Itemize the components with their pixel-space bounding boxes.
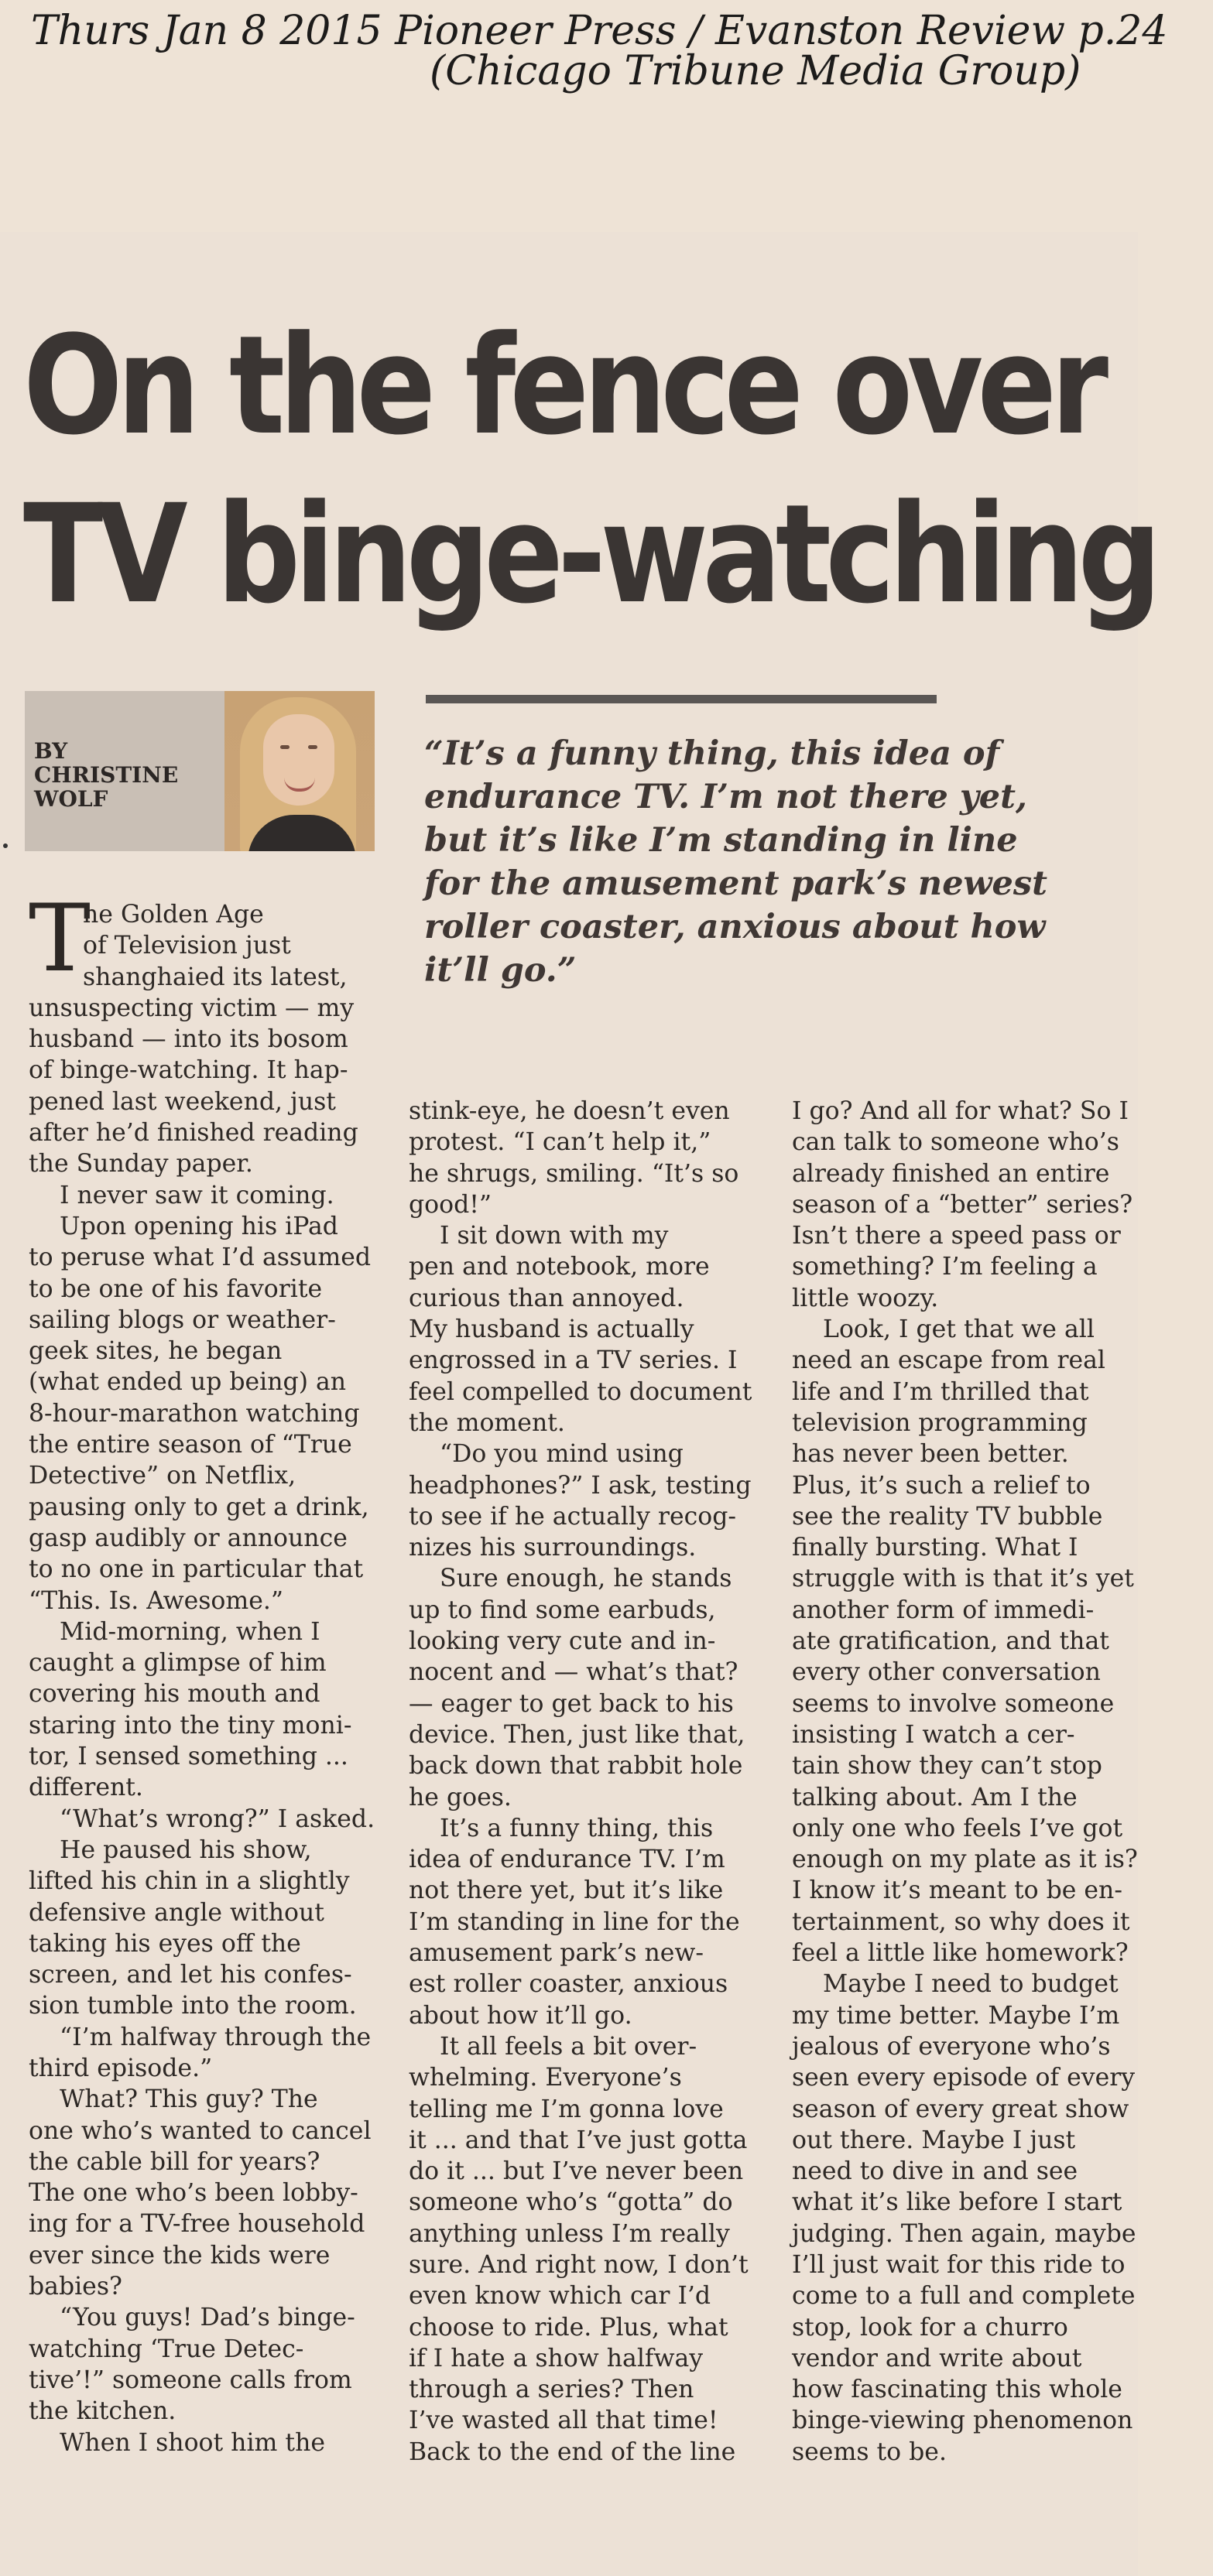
text-line: I sit down with my [409, 1222, 669, 1250]
text-line: gasp audibly or announce [29, 1524, 348, 1552]
text-line: endurance TV. I’m not there yet, [424, 778, 1027, 816]
text-line: he Golden Age [83, 901, 264, 929]
text-line: husband — into its bosom [29, 1025, 348, 1054]
text-line: The one who’s been lobby- [29, 2179, 358, 2208]
text-line: “This. Is. Awesome.” [29, 1586, 283, 1615]
text-line: for the amusement park’s newest [424, 864, 1047, 903]
text-line: staring into the tiny moni- [29, 1711, 352, 1740]
byline-first-name: CHRISTINE [34, 762, 179, 788]
text-line: through a series? Then [409, 2376, 694, 2404]
text-line: ing for a TV-free household [29, 2210, 365, 2239]
text-line: “It’s a funny thing, this idea of [424, 734, 1000, 773]
text-line: It’s a funny thing, this [409, 1814, 714, 1842]
text-line: watching ‘True Detec- [29, 2335, 304, 2363]
text-line: another form of immedi- [792, 1596, 1095, 1624]
text-line: to be one of his favorite [29, 1274, 323, 1303]
text-line: finally bursting. What I [792, 1534, 1078, 1562]
text-line: season of a “better” series? [792, 1190, 1133, 1219]
text-line: 8-hour-marathon watching [29, 1399, 360, 1428]
text-line: it’ll go.” [424, 951, 577, 990]
text-line: insisting I watch a cer- [792, 1720, 1075, 1749]
text-line: judging. Then again, maybe [792, 2219, 1136, 2248]
handwritten-date-source: Thurs Jan 8 2015 Pioneer Press / Evanston Review p.24 [31, 8, 1168, 54]
text-line: to peruse what I’d assumed [29, 1244, 372, 1272]
text-line: the entire season of “True [29, 1431, 352, 1459]
text-line: come to a full and complete [792, 2282, 1136, 2311]
byline-text [34, 739, 178, 811]
text-line: of binge-watching. It hap- [29, 1056, 348, 1085]
text-line: I’ve wasted all that time! [409, 2407, 718, 2435]
text-line: Sure enough, he stands [409, 1565, 732, 1593]
text-line: feel a little like homework? [792, 1939, 1129, 1968]
text-line: good!” [409, 1190, 492, 1219]
text-line: vendor and write about [792, 2344, 1082, 2372]
text-line: est roller coaster, anxious [409, 1970, 728, 1999]
text-line: even know which car I’d [409, 2282, 711, 2311]
byline-last-name: WOLF [34, 786, 108, 812]
text-line: pausing only to get a drink, [29, 1493, 369, 1521]
text-line: ever since the kids were [29, 2241, 331, 2270]
text-line: the Sunday paper. [29, 1150, 253, 1179]
text-line: geek sites, he began [29, 1337, 283, 1366]
text-line: idea of endurance TV. I’m [409, 1846, 725, 1874]
text-line: different. [29, 1774, 143, 1802]
article-column-3 [792, 1096, 1140, 2468]
text-line: “You guys! Dad’s binge- [29, 2304, 355, 2332]
text-line: one who’s wanted to cancel [29, 2116, 372, 2145]
text-line: the cable bill for years? [29, 2147, 320, 2176]
text-line: to see if he actually recog- [409, 1502, 737, 1531]
text-line: to no one in particular that [29, 1555, 364, 1584]
text-line: I know it’s meant to be en- [792, 1876, 1122, 1905]
text-line: nizes his surroundings. [409, 1534, 697, 1562]
text-line: has never been better. [792, 1440, 1069, 1469]
text-line: see the reality TV bubble [792, 1502, 1103, 1531]
text-line: device. Then, just like that, [409, 1720, 745, 1749]
text-line: caught a glimpse of him [29, 1649, 327, 1678]
text-line: he shrugs, smiling. “It’s so [409, 1159, 739, 1188]
text-line: something? I’m feeling a [792, 1253, 1098, 1281]
byline-by: BY [34, 738, 68, 764]
text-line: I never saw it coming. [29, 1181, 334, 1209]
text-line: When I shoot him the [29, 2428, 325, 2457]
pullquote [424, 732, 1105, 992]
text-line: I’ll just wait for this ride to [792, 2250, 1126, 2279]
text-line: lifted his chin in a slightly [29, 1867, 350, 1896]
text-line: not there yet, but it’s like [409, 1876, 724, 1905]
text-line: tor, I sensed something ... [29, 1743, 348, 1771]
text-line: enough on my plate as it is? [792, 1846, 1138, 1874]
text-line: It all feels a bit over- [409, 2032, 697, 2061]
text-line: up to find some earbuds, [409, 1596, 716, 1624]
print-speck [3, 843, 8, 848]
text-line: My husband is actually [409, 1315, 694, 1344]
text-line: — eager to get back to his [409, 1689, 734, 1718]
text-line: looking very cute and in- [409, 1627, 716, 1656]
text-line: Maybe I need to budget [792, 1970, 1119, 1999]
text-line: whelming. Everyone’s [409, 2064, 682, 2092]
text-line: shanghaied its latest, [83, 963, 348, 991]
text-line: headphones?” I ask, testing [409, 1471, 752, 1500]
text-line: nocent and — what’s that? [409, 1658, 738, 1687]
text-line: He paused his show, [29, 1835, 312, 1864]
text-line: tertainment, so why does it [792, 1907, 1130, 1936]
text-line: tive’!” someone calls from [29, 2366, 352, 2394]
text-line: every other conversation [792, 1658, 1101, 1687]
text-line: Isn’t there a speed pass or [792, 1222, 1121, 1250]
author-photo [224, 691, 375, 851]
text-line: taking his eyes off the [29, 1929, 301, 1958]
text-line: (what ended up being) an [29, 1368, 347, 1397]
text-line: sion tumble into the room. [29, 1992, 357, 2020]
text-line: Mid-morning, when I [29, 1617, 320, 1646]
text-line: if I hate a show halfway [409, 2344, 704, 2372]
handwritten-publisher: (Chicago Tribune Media Group) [430, 48, 1081, 94]
text-line: seems to involve someone [792, 1689, 1115, 1718]
text-line: season of every great show [792, 2095, 1129, 2123]
text-line: I’m standing in line for the [409, 1907, 740, 1936]
text-line: seems to be. [792, 2437, 947, 2466]
text-line: engrossed in a TV series. I [409, 1346, 738, 1375]
text-line: sailing blogs or weather- [29, 1305, 336, 1334]
text-line: of Television just [83, 932, 291, 960]
text-line: “I’m halfway through the [29, 2023, 372, 2051]
text-line: television programming [792, 1408, 1088, 1437]
text-line: do it ... but I’ve never been [409, 2157, 744, 2186]
text-line: protest. “I can’t help it,” [409, 1128, 711, 1157]
text-line: unsuspecting victim — my [29, 994, 355, 1022]
text-line: What? This guy? The [29, 2085, 318, 2114]
text-line: need an escape from real [792, 1346, 1105, 1375]
text-line: defensive angle without [29, 1898, 324, 1927]
text-line: jealous of everyone who’s [792, 2032, 1111, 2061]
text-line: “Do you mind using [409, 1440, 684, 1469]
text-line: only one who feels I’ve got [792, 1814, 1123, 1842]
article-column-2 [409, 1096, 765, 2468]
text-line: stop, look for a churro [792, 2313, 1068, 2342]
text-line: tain show they can’t stop [792, 1752, 1102, 1781]
headline-line-2: TV binge-watching [23, 475, 1156, 634]
text-line: out there. Maybe I just [792, 2126, 1076, 2154]
text-line: but it’s like I’m standing in line [424, 821, 1018, 860]
text-line: someone who’s “gotta” do [409, 2188, 733, 2217]
text-line: talking about. Am I the [792, 1783, 1078, 1811]
text-line: it ... and that I’ve just gotta [409, 2126, 748, 2154]
text-line: need to dive in and see [792, 2157, 1078, 2186]
text-line: life and I’m thrilled that [792, 1377, 1089, 1406]
text-line: Plus, it’s such a relief to [792, 1471, 1091, 1500]
text-line: “What’s wrong?” I asked. [29, 1805, 375, 1833]
text-line: little woozy. [792, 1284, 939, 1312]
byline [25, 691, 375, 851]
text-line: Upon opening his iPad [29, 1212, 338, 1240]
text-line: ate gratification, and that [792, 1627, 1109, 1656]
text-line: Look, I get that we all [792, 1315, 1095, 1344]
text-line: stink-eye, he doesn’t even [409, 1097, 730, 1125]
text-line: pened last weekend, just [29, 1087, 336, 1116]
text-line: how fascinating this whole [792, 2376, 1122, 2404]
text-line: screen, and let his confes- [29, 1961, 352, 1989]
text-line: Detective” on Netflix, [29, 1462, 296, 1490]
text-line: feel compelled to document [409, 1377, 752, 1406]
text-line: sure. And right now, I don’t [409, 2250, 749, 2279]
text-line: curious than annoyed. [409, 1284, 684, 1312]
pullquote-rule [426, 695, 937, 703]
text-line: what it’s like before I start [792, 2188, 1122, 2217]
text-line: about how it’ll go. [409, 2001, 632, 2030]
text-line: the kitchen. [29, 2397, 176, 2426]
text-line: amusement park’s new- [409, 1939, 704, 1968]
text-line: choose to ride. Plus, what [409, 2313, 728, 2342]
text-line: babies? [29, 2273, 122, 2301]
text-line: struggle with is that it’s yet [792, 1565, 1134, 1593]
article-column-1 [29, 885, 392, 2458]
headline [23, 302, 1156, 639]
text-line: telling me I’m gonna love [409, 2095, 724, 2123]
text-line: anything unless I’m really [409, 2219, 730, 2248]
text-line: can talk to someone who’s [792, 1128, 1119, 1157]
headline-line-1: On the fence over [23, 306, 1103, 465]
text-line: he goes. [409, 1783, 512, 1811]
text-line: after he’d finished reading [29, 1119, 358, 1148]
text-line: roller coaster, anxious about how [424, 908, 1046, 946]
text-line: third episode.” [29, 2054, 213, 2082]
drop-cap: T [29, 885, 91, 993]
text-line: already finished an entire [792, 1159, 1110, 1188]
text-line: seen every episode of every [792, 2064, 1136, 2092]
text-line: Back to the end of the line [409, 2437, 736, 2466]
text-line: covering his mouth and [29, 1680, 320, 1709]
text-line: my time better. Maybe I’m [792, 2001, 1120, 2030]
text-line: I go? And all for what? So I [792, 1097, 1129, 1125]
text-line: back down that rabbit hole [409, 1752, 743, 1781]
text-line: binge-viewing phenomenon [792, 2407, 1133, 2435]
text-line: pen and notebook, more [409, 1253, 710, 1281]
text-line: the moment. [409, 1408, 565, 1437]
